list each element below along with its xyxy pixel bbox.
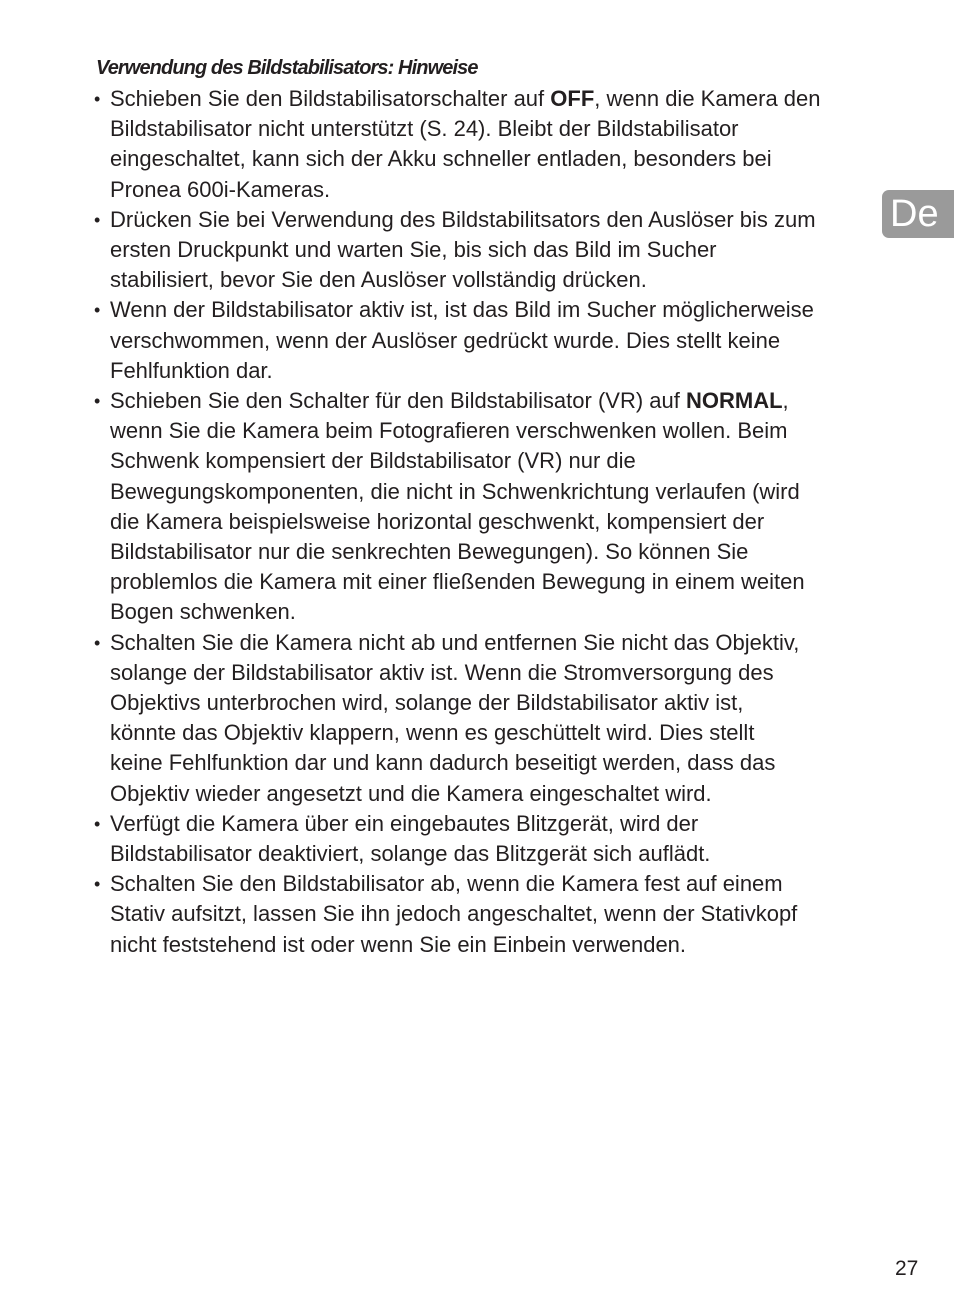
- note-line: Bildstabilisator deaktiviert, solange das Blitzgerät sich auflädt.: [110, 841, 711, 867]
- bullet: •: [94, 632, 101, 653]
- off-setting: OFF: [550, 86, 595, 111]
- note-line: verschwommen, wenn der Auslöser gedrückt wurde. Dies stellt keine: [110, 327, 781, 353]
- note-item: [94, 205, 874, 296]
- note-line: Schalten Sie den Bildstabilisator ab, wenn die Kamera fest auf einem: [110, 871, 783, 897]
- note-line: problemlos die Kamera mit einer fließenden Bewegung in einem weiten: [110, 569, 805, 595]
- note-item: [94, 809, 874, 869]
- note-line: Pronea 600i-Kameras.: [110, 176, 331, 202]
- note-item: [94, 869, 874, 960]
- notes-list: [94, 84, 874, 960]
- bullet: •: [94, 391, 101, 412]
- note-line: Bildstabilisator nur die senkrechten Bewegungen). So können Sie: [110, 539, 749, 565]
- bullet: •: [94, 813, 101, 834]
- note-line: keine Fehlfunktion dar und kann dadurch beseitigt werden, dass das: [110, 750, 776, 776]
- bullet: •: [94, 89, 101, 109]
- note-line: Schieben Sie den Bildstabilisatorschalter auf OFF, wenn die Kamera den: [110, 86, 821, 111]
- note-line: stabilisiert, bevor Sie den Auslöser vollständig drücken.: [110, 267, 647, 293]
- note-line: nicht feststehend ist oder wenn Sie ein Einbein verwenden.: [110, 931, 687, 957]
- normal-setting: NORMAL: [685, 388, 783, 414]
- note-line: könnte das Objektiv klappern, wenn es geschüttelt wird. Dies stellt: [110, 720, 755, 746]
- bullet: •: [94, 300, 101, 321]
- note-line: Verfügt die Kamera über ein eingebautes Blitzgerät, wird der: [110, 810, 699, 836]
- note-line: Drücken Sie bei Verwendung des Bildstabilitsators den Auslöser bis zum: [110, 206, 816, 232]
- note-item: [94, 295, 874, 386]
- note-item: [94, 84, 874, 205]
- note-line: Bogen schwenken.: [110, 599, 296, 625]
- note-line: Bildstabilisator nicht unterstützt (S. 24). Bleibt der Bildstabilisator: [110, 116, 739, 142]
- note-line: Objektiv wieder angesetzt und die Kamera eingeschaltet wird.: [110, 780, 712, 806]
- note-line: eingeschaltet, kann sich der Akku schneller entladen, besonders bei: [110, 146, 772, 172]
- note-line: Fehlfunktion dar.: [110, 357, 273, 383]
- note-line: Objektivs unterbrochen wird, solange der Bildstabilisator aktiv ist,: [110, 690, 744, 716]
- note-line: Wenn der Bildstabilisator aktiv ist, ist das Bild im Sucher möglicherweise: [110, 297, 814, 323]
- note-line: solange der Bildstabilisator aktiv ist. Wenn die Stromversorgung des: [110, 659, 774, 685]
- note-line: Schieben Sie den Schalter für den Bildstabilisator (VR) auf NORMAL,: [110, 388, 789, 414]
- note-item: [94, 628, 874, 809]
- section-heading: Verwendung des Bildstabilisators: Hinweise: [96, 57, 478, 79]
- note-line: Schalten Sie die Kamera nicht ab und entfernen Sie nicht das Objektiv,: [110, 629, 800, 655]
- bullet: •: [94, 209, 101, 230]
- page-number: 27: [895, 1257, 919, 1280]
- note-line: die Kamera beispielsweise horizontal geschwenkt, kompensiert der: [110, 508, 765, 534]
- note-line: Schwenk kompensiert der Bildstabilisator (VR) nur die: [110, 448, 636, 474]
- note-line: wenn Sie die Kamera beim Fotografieren verschwenken wollen. Beim: [110, 418, 788, 444]
- note-line: ersten Druckpunkt und warten Sie, bis sich das Bild im Sucher: [110, 237, 717, 263]
- note-item: [94, 386, 874, 628]
- note-line: Bewegungskomponenten, die nicht in Schwenkrichtung verlaufen (wird: [110, 478, 800, 504]
- bullet: •: [94, 874, 101, 895]
- language-tab: De: [882, 190, 954, 238]
- note-line: Stativ aufsitzt, lassen Sie ihn jedoch angeschaltet, wenn der Stativkopf: [110, 901, 798, 927]
